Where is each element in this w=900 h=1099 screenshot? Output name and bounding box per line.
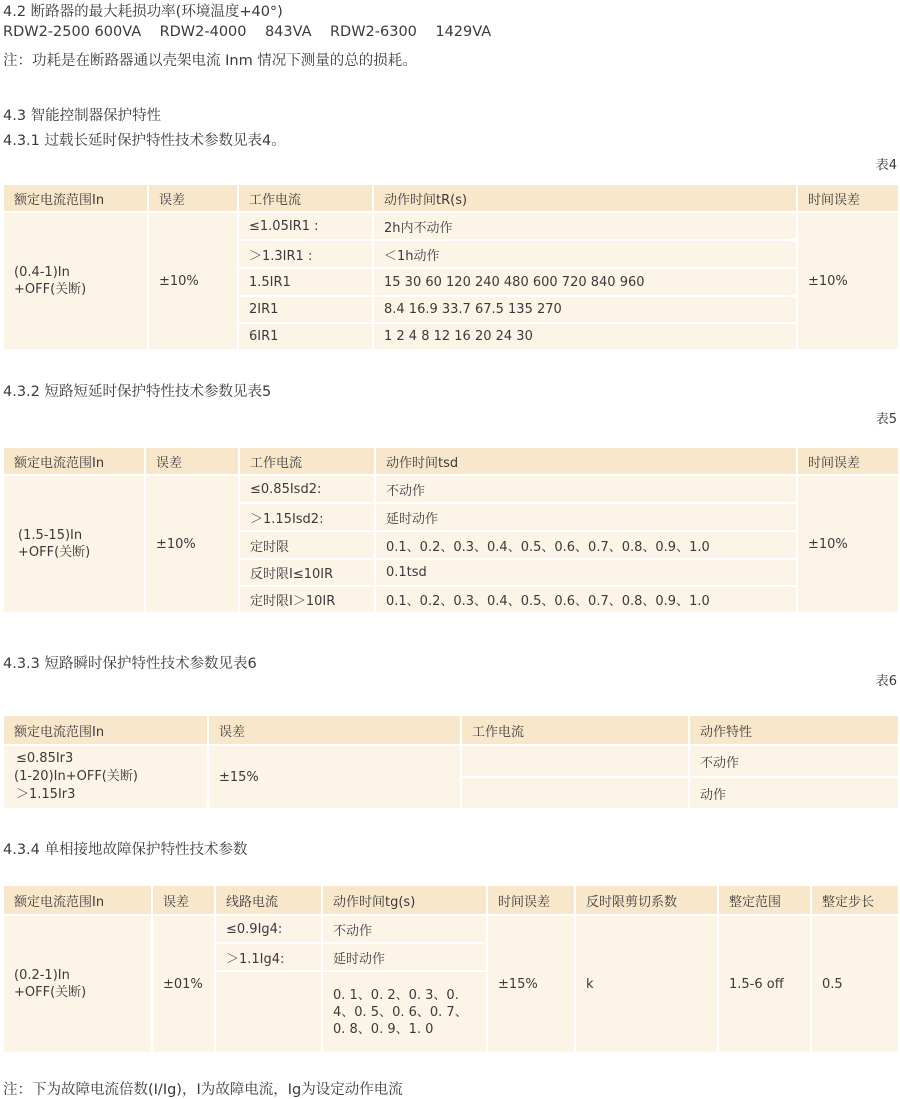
table-7-header-setting-range: 整定范围 <box>718 885 811 915</box>
table-6-range-line-2: (1-20)In+OFF(关断) <box>14 769 138 784</box>
table-row: 延时动作 <box>375 503 797 531</box>
table-row: ＞1.1Ig4: <box>215 943 322 971</box>
table-row: 定时限I＞10IR <box>239 586 375 613</box>
table-5-header-range: 额定电流范围In <box>3 447 145 475</box>
table-row: 0.1、0.2、0.3、0.4、0.5、0.6、0.7、0.8、0.9、1.0 <box>375 586 797 613</box>
table-row: ≤0.9Ig4: <box>215 915 322 943</box>
table-7-setting-range: 1.5-6 off <box>718 915 811 1053</box>
section-4-3-title: 4.3 智能控制器保护特性 <box>3 108 162 124</box>
table-5-header-time: 动作时间tsd <box>375 447 797 475</box>
table-6-header-feature: 动作特性 <box>689 715 899 745</box>
table-5-label: 表5 <box>875 412 897 427</box>
table-row: ≤1.05IR1 : <box>238 212 373 240</box>
table-4-header-error: 误差 <box>148 184 238 212</box>
table-6-header-range: 额定电流范围In <box>3 715 208 745</box>
table-4-time-error: ±10% <box>797 212 899 350</box>
table-6-current-cell <box>461 777 689 809</box>
table-5-header-time-error: 时间误差 <box>797 447 899 475</box>
table-4-header-time: 动作时间tR(s) <box>373 184 797 212</box>
table-7-range: (0.2-1)In +OFF(关断) <box>3 915 152 1053</box>
section-4-3-1-title: 4.3.1 过载长延时保护特性技术参数见表4。 <box>3 133 286 149</box>
table-row: 定时限 <box>239 531 375 559</box>
table-row: 延时动作 <box>322 943 487 971</box>
table-row: 0. 1、0. 2、0. 3、0. 4、0. 5、0. 6、0. 7、0. 8、0. 9、1. 0 <box>322 971 487 1053</box>
table-7-time-error: ±15% <box>487 915 575 1053</box>
table-5-error: ±10% <box>145 475 239 613</box>
section-4-2-note: 注：功耗是在断路器通以壳架电流 Inm 情况下测量的总的损耗。 <box>3 53 417 69</box>
table-5-header-current: 工作电流 <box>239 447 375 475</box>
table-6-label: 表6 <box>875 674 897 689</box>
table-row: 2h内不动作 <box>373 212 797 240</box>
section-4-2-values: RDW2-2500 600VA RDW2-4000 843VA RDW2-6300 1429VA <box>3 24 492 40</box>
table-7 <box>2 884 900 1054</box>
table-5 <box>2 446 900 614</box>
table-row <box>215 971 322 1053</box>
table-7-header-time: 动作时间tg(s) <box>322 885 487 915</box>
table-row: ≤0.85Isd2: <box>239 475 375 503</box>
table-5-header-error: 误差 <box>145 447 239 475</box>
footer-note: 注：下为故障电流倍数(I/Ig)，I为故障电流，Ig为设定动作电流 <box>3 1082 403 1098</box>
table-6-range <box>3 745 208 809</box>
table-7-header-setting-step: 整定步长 <box>811 885 899 915</box>
table-7-setting-step: 0.5 <box>811 915 899 1053</box>
section-4-3-3-title: 4.3.3 短路瞬时保护特性技术参数见表6 <box>3 656 257 672</box>
table-row: 不动作 <box>322 915 487 943</box>
table-6-current-cell <box>461 745 689 777</box>
table-4-header-range: 额定电流范围In <box>3 184 148 212</box>
table-7-header-error: 误差 <box>152 885 215 915</box>
table-6-range-line-3: ＞1.15Ir3 <box>16 787 76 802</box>
table-row: 动作 <box>689 777 899 809</box>
table-4-range: (0.4-1)In +OFF(关断) <box>3 212 148 350</box>
table-row: 不动作 <box>375 475 797 503</box>
table-row: 0.1、0.2、0.3、0.4、0.5、0.6、0.7、0.8、0.9、1.0 <box>375 531 797 559</box>
table-row: 1 2 4 8 12 16 20 24 30 <box>373 323 797 350</box>
table-4 <box>2 183 900 351</box>
table-6-error: ±15% <box>208 745 461 809</box>
table-5-time-error: ±10% <box>797 475 899 613</box>
section-4-3-4-title: 4.3.4 单相接地故障保护特性技术参数 <box>3 842 248 858</box>
table-row: 反时限I≤10IR <box>239 559 375 586</box>
table-7-header-range: 额定电流范围In <box>3 885 152 915</box>
table-row: ＞1.3IR1 : <box>238 240 373 268</box>
section-4-2-title: 4.2 断路器的最大耗损功率(环境温度+40°) <box>3 4 283 20</box>
table-7-header-coef: 反时限剪切系数 <box>575 885 718 915</box>
table-row: ＜1h动作 <box>373 240 797 268</box>
table-4-header-current: 工作电流 <box>238 184 373 212</box>
table-6-header-current: 工作电流 <box>461 715 689 745</box>
table-row: 8.4 16.9 33.7 67.5 135 270 <box>373 296 797 323</box>
table-row: 15 30 60 120 240 480 600 720 840 960 <box>373 268 797 296</box>
table-row: 6IR1 <box>238 323 373 350</box>
table-7-header-time-error: 时间误差 <box>487 885 575 915</box>
table-4-error: ±10% <box>148 212 238 350</box>
table-6 <box>2 714 900 810</box>
table-row: 1.5IR1 <box>238 268 373 296</box>
table-4-header-time-error: 时间误差 <box>797 184 899 212</box>
table-7-error: ±01% <box>152 915 215 1053</box>
table-6-range-line-1: ≤0.85Ir3 <box>16 751 74 766</box>
table-7-header-line-current: 线路电流 <box>215 885 322 915</box>
table-6-header-error: 误差 <box>208 715 461 745</box>
table-4-label: 表4 <box>875 158 897 173</box>
table-row: ＞1.15Isd2: <box>239 503 375 531</box>
table-row: 不动作 <box>689 745 899 777</box>
table-7-coef: k <box>575 915 718 1053</box>
section-4-3-2-title: 4.3.2 短路短延时保护特性技术参数见表5 <box>3 384 272 400</box>
table-5-range: (1.5-15)In +OFF(关断) <box>3 475 145 613</box>
table-row: 0.1tsd <box>375 559 797 586</box>
table-row: 2IR1 <box>238 296 373 323</box>
